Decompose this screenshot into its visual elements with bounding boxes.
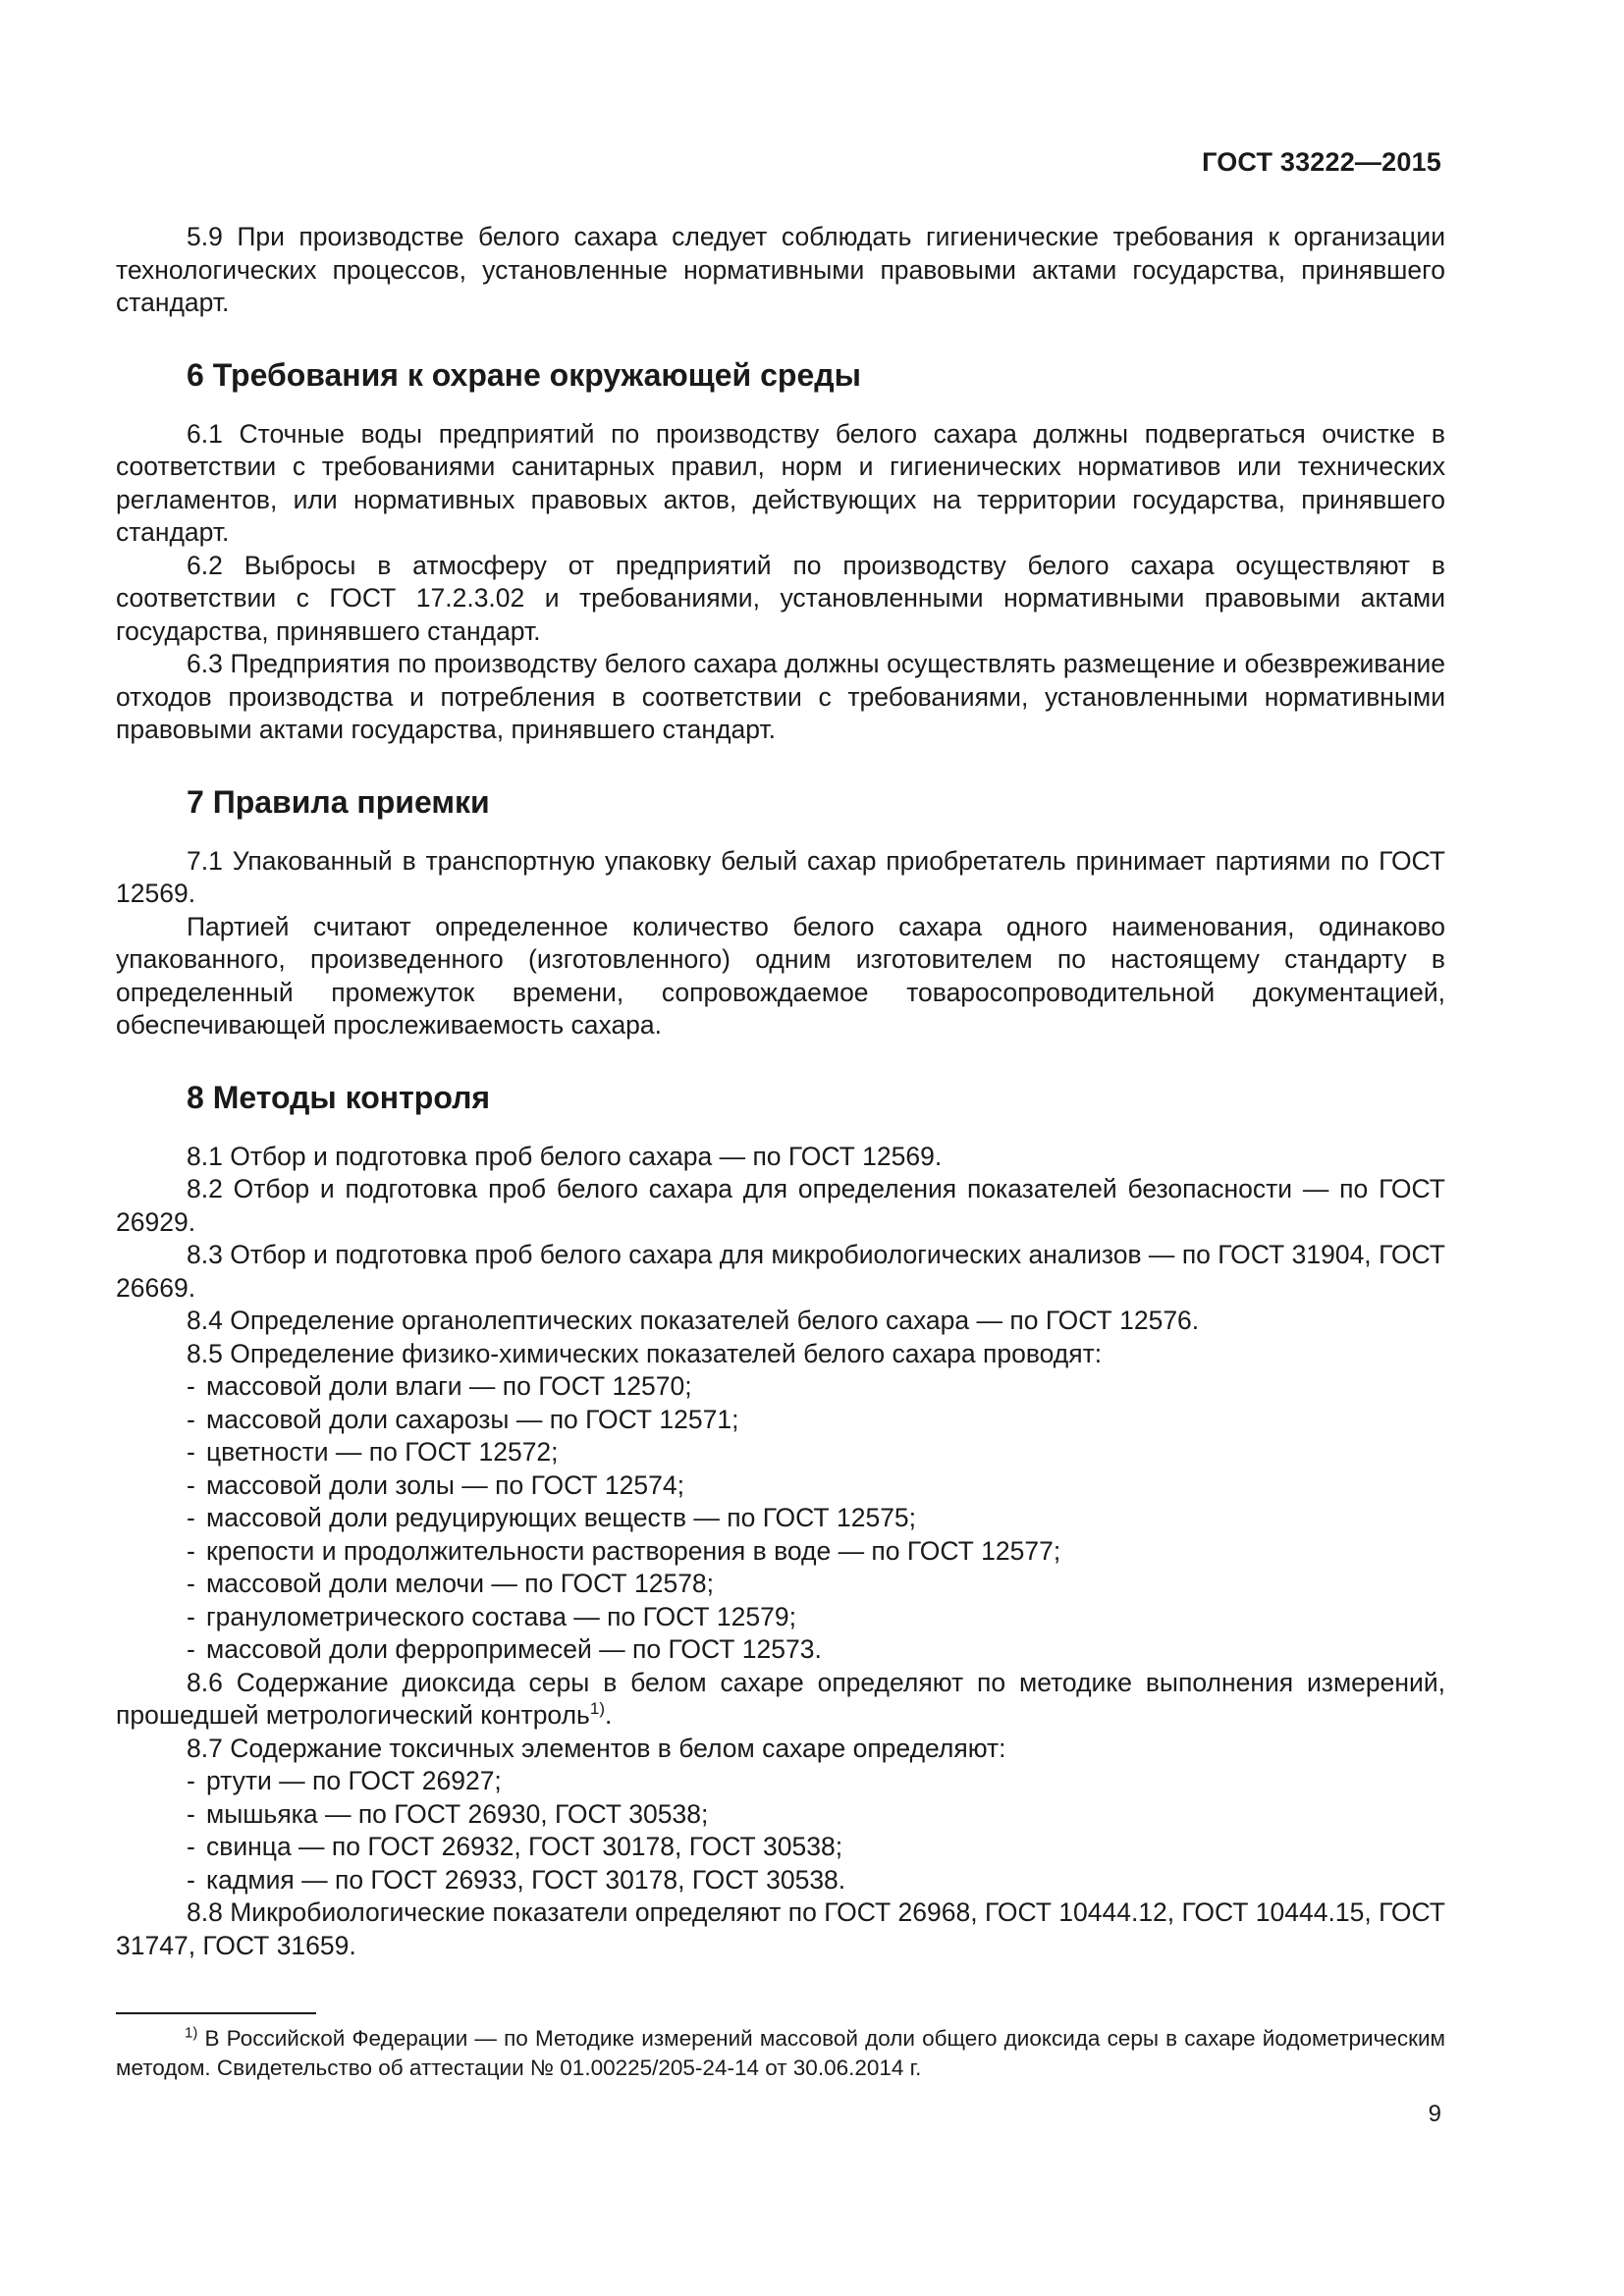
paragraph-7-1-batch: Партией считают определенное количество белого сахара одного наименования, одинаково упакованного, произведенного (изготовленного) одним изготовителем по настоящему стандарту в определенный промежуток времени, сопровождаемое товаросопроводительной документацией, обеспечивающей прослеживаемость сахара.: [116, 911, 1445, 1040]
page-content: [116, 221, 1445, 1962]
paragraph-6-3: 6.3 Предприятия по производству белого сахара должны осуществлять размещение и обезвреживание отходов производства и потребления в соответствии с требованиями, установленными нормативными правовыми актами государства, принявшего стандарт.: [116, 649, 1445, 744]
section-7-title: 7 Правила приемки: [187, 783, 490, 820]
list-item: - мышьяка — по ГОСТ 26930, ГОСТ 30538;: [187, 1798, 709, 1829]
list-item: - цветности — по ГОСТ 12572;: [187, 1437, 559, 1467]
list-item: - массовой доли золы — по ГОСТ 12574;: [187, 1469, 684, 1500]
footnote-divider: [116, 2012, 316, 2014]
list-item: - массовой доли сахарозы — по ГОСТ 12571;: [187, 1404, 739, 1434]
list-item: - массовой доли ферропримесей — по ГОСТ 12573.: [187, 1634, 822, 1664]
list-8-5: [116, 1370, 1445, 1667]
paragraph-5-9: 5.9 При производстве белого сахара следует соблюдать гигиенические требования к организации технологических процессов, установленные нормативными правовыми актами государства, принявшего стандарт.: [116, 222, 1445, 317]
page-number: 9: [1428, 2101, 1441, 2127]
paragraph-8-3: 8.3 Отбор и подготовка проб белого сахара для микробиологических анализов — по ГОСТ 31904, ГОСТ 26669.: [116, 1240, 1445, 1303]
paragraph-8-1: 8.1 Отбор и подготовка проб белого сахара — по ГОСТ 12569.: [187, 1141, 943, 1171]
footnote: $^{1)}$ В Российской Федерации — по Методике измерений массовой доли общего диоксида серы в сахаре йодометрическим методом. Свидетельство об аттестации № 01.00225/205-24-14 от 30.06.2014 г.: [116, 2024, 1445, 2080]
paragraph-8-8: 8.8 Микробиологические показатели определяют по ГОСТ 26968, ГОСТ 10444.12, ГОСТ 10444.15, ГОСТ 31747, ГОСТ 31659.: [116, 1897, 1445, 1960]
document-code: ГОСТ 33222—2015: [1202, 147, 1441, 177]
list-item: - массовой доли редуцирующих веществ — по ГОСТ 12575;: [187, 1503, 917, 1532]
section-8-title: 8 Методы контроля: [187, 1079, 491, 1115]
list-item: - гранулометрического состава — по ГОСТ 12579;: [187, 1601, 796, 1631]
footnote-marker: 1): [185, 2024, 198, 2042]
paragraph-6-2: 6.2 Выбросы в атмосферу от предприятий по производству белого сахара осуществляют в соответствии с ГОСТ 17.2.3.02 и требованиями, установленными нормативными правовыми актами государства, принявшего стандарт.: [116, 550, 1445, 646]
paragraph-8-7: 8.7 Содержание токсичных элементов в белом сахаре определяют:: [187, 1733, 1006, 1763]
paragraph-8-5: 8.5 Определение физико-химических показателей белого сахара проводят:: [187, 1338, 1103, 1368]
list-item: - массовой доли влаги — по ГОСТ 12570;: [187, 1371, 692, 1401]
paragraph-8-6: 8.6 Содержание диоксида серы в белом сахаре определяют по методике выполнения измерений, прошедшей метрологический контроль$^{1)}$.: [116, 1667, 1445, 1730]
footnote-reference[interactable]: 1): [589, 1699, 605, 1719]
list-item: - массовой доли мелочи — по ГОСТ 12578;: [187, 1569, 715, 1598]
section-6-title: 6 Требования к охране окружающей среды: [187, 356, 861, 393]
list-item: - крепости и продолжительности растворения в воде — по ГОСТ 12577;: [187, 1535, 1061, 1566]
list-item: - кадмия — по ГОСТ 26933, ГОСТ 30178, ГОСТ 30538.: [187, 1864, 846, 1895]
paragraph-8-4: 8.4 Определение органолептических показателей белого сахара — по ГОСТ 12576.: [187, 1306, 1200, 1335]
paragraph-7-1: 7.1 Упакованный в транспортную упаковку белый сахар приобретатель принимает партиями по ГОСТ 12569.: [116, 845, 1445, 908]
list-8-7: [116, 1765, 1445, 1896]
paragraph-6-1: 6.1 Сточные воды предприятий по производству белого сахара должны подвергаться очистке в соответствии с требованиями санитарных правил, норм и гигиенических нормативов или технических регламентов, или нормативных правовых актов, действующих на территории государства, принявшего стандарт.: [116, 418, 1445, 547]
list-item: - ртути — по ГОСТ 26927;: [187, 1766, 502, 1795]
list-item: - свинца — по ГОСТ 26932, ГОСТ 30178, ГОСТ 30538;: [187, 1832, 843, 1861]
paragraph-8-2: 8.2 Отбор и подготовка проб белого сахара для определения показателей безопасности — по ГОСТ 26929.: [116, 1174, 1445, 1237]
